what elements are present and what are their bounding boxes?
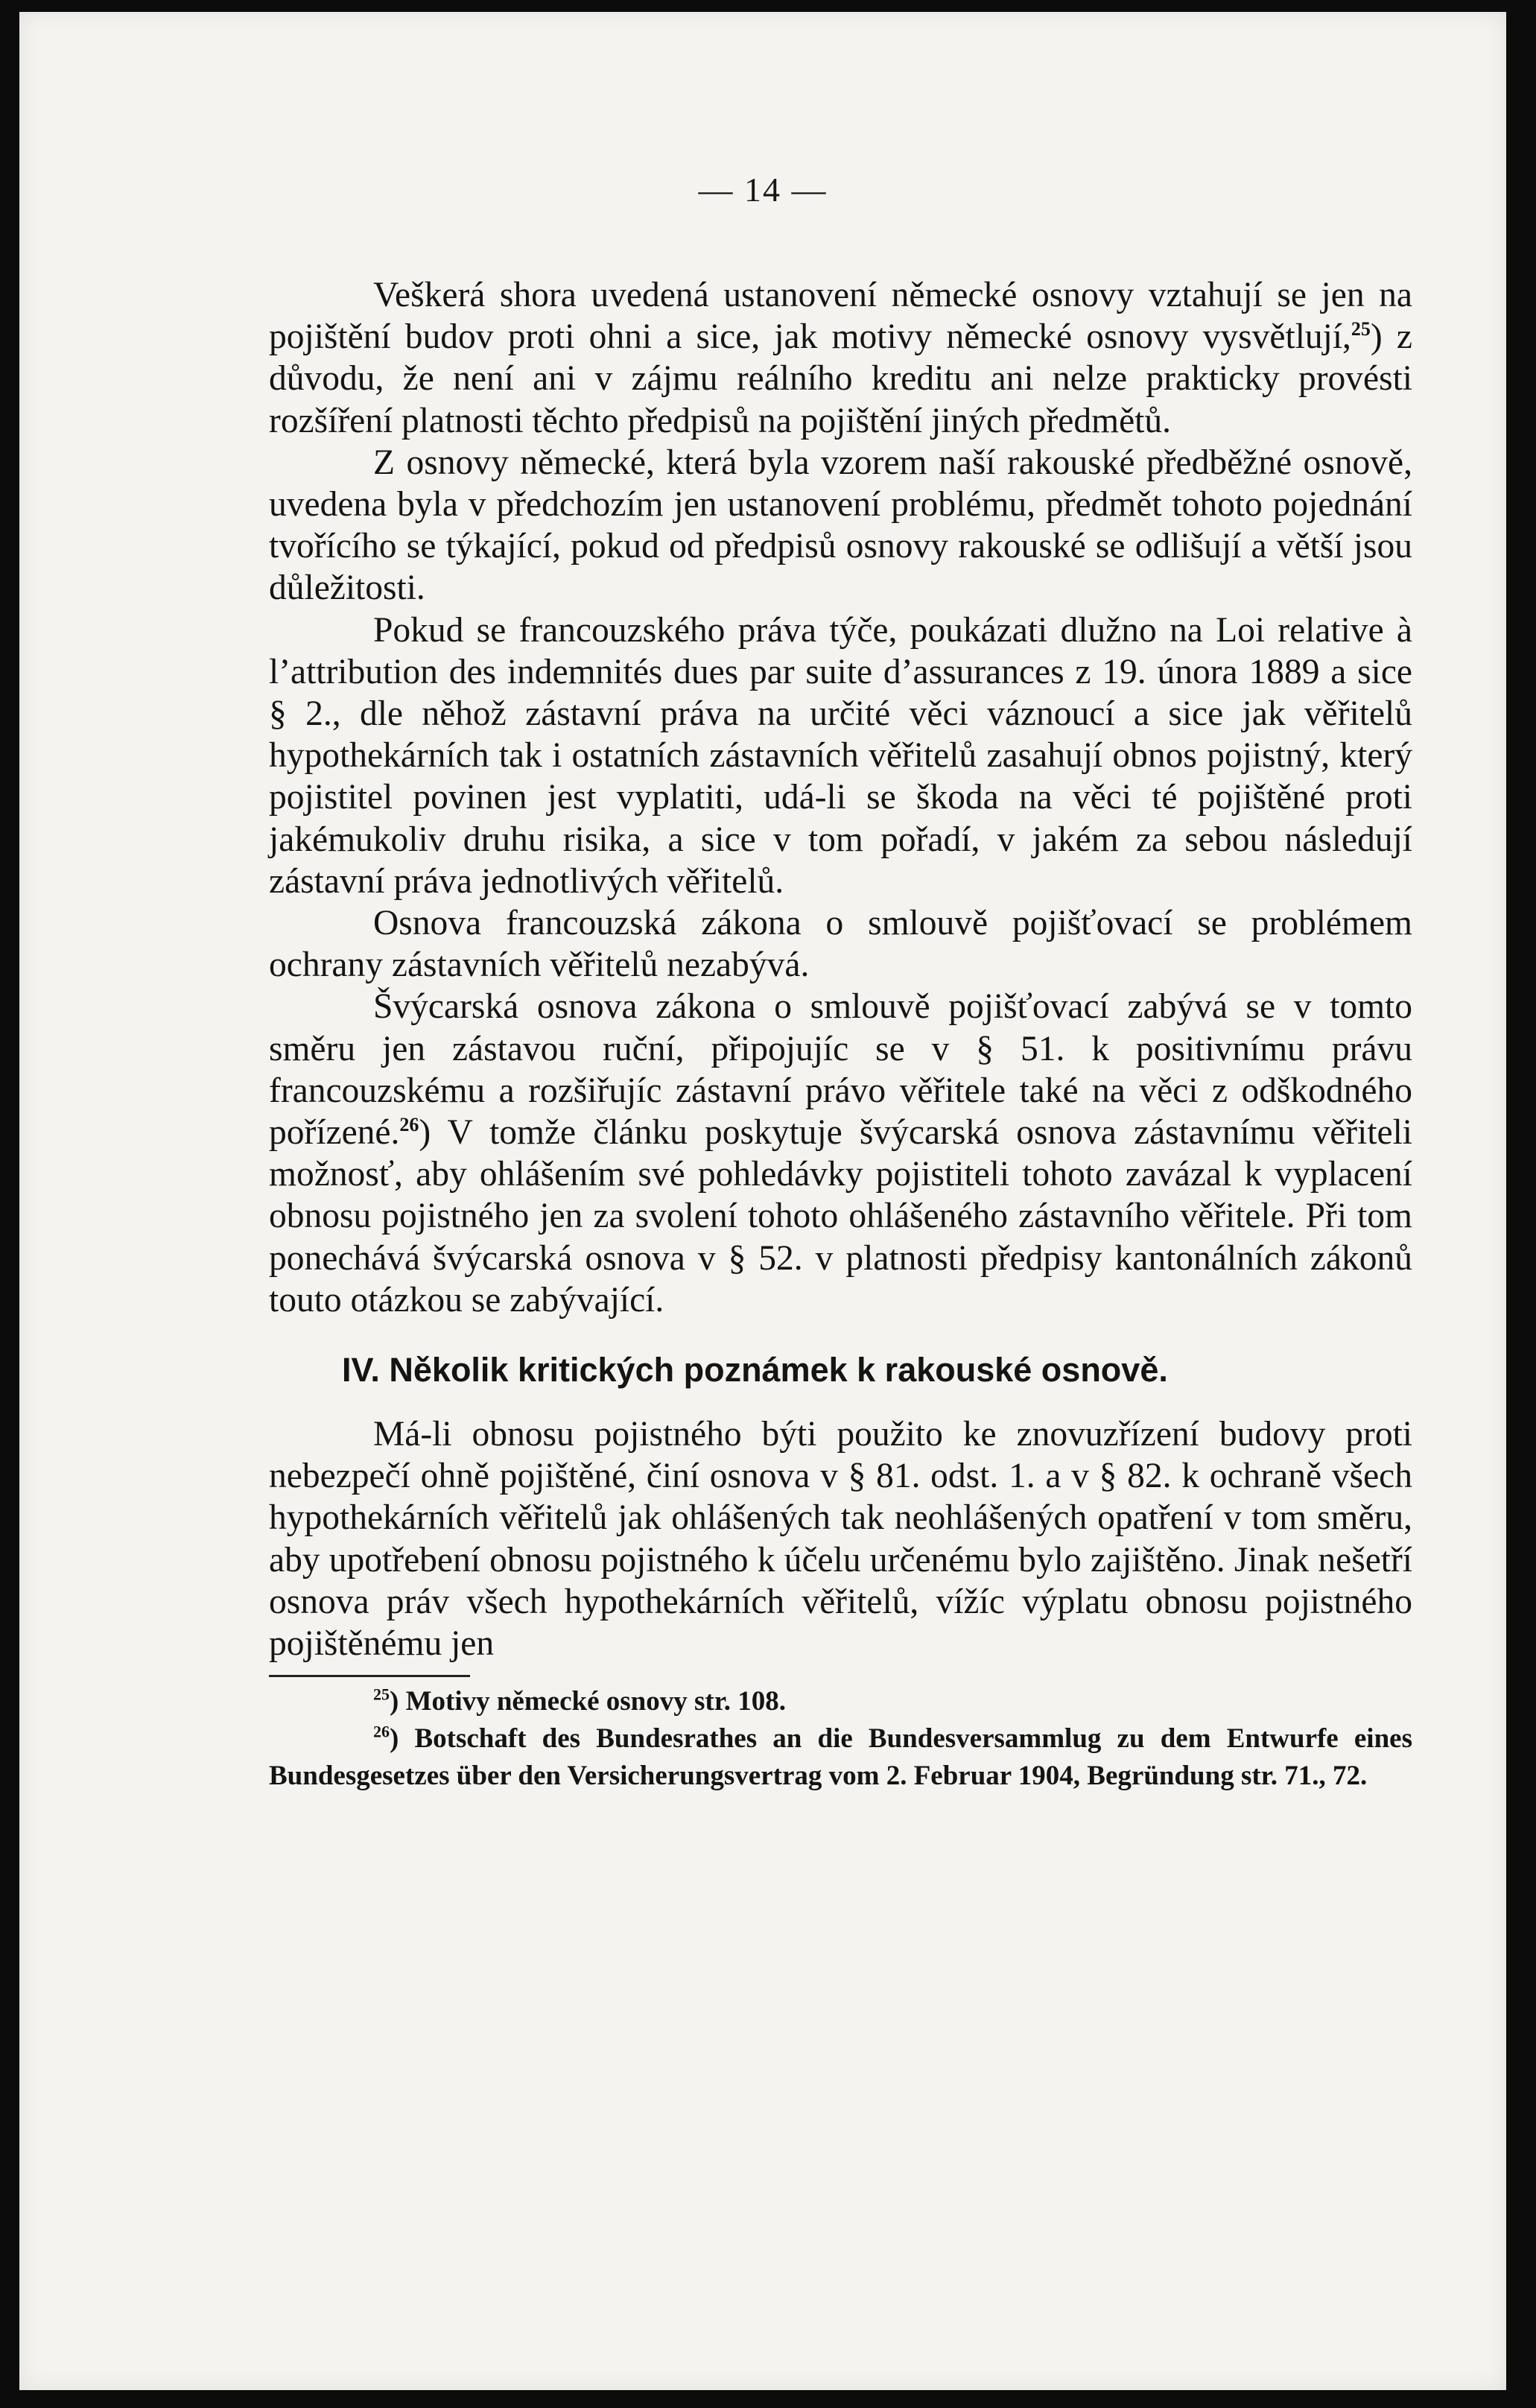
footnote-divider	[269, 1675, 470, 1677]
paragraph-6: Má-li obnosu pojistného býti použito ke znovuzřízení budovy proti nebezpečí ohně pojištěné, činí osnova v § 81. odst. 1. a v § 82. k ochraně všech hypothekárních věřitelů jak ohlášených tak neohlášených opatření v tom směru, aby upotřebení obnosu pojistného k účelu určenému bylo zajištěno. Jinak nešetří osnova práv všech hypothekárních věřitelů, vížíc výplatu obnosu pojistného pojištěnému jen	[269, 1415, 1412, 1664]
paragraph-1: Veškerá shora uvedená ustanovení německé osnovy vztahují se jen na pojištění budov proti ohni a sice, jak motivy německé osnovy vysvětlují,$^{25}$) z důvodu, že není ani v zájmu reálního kreditu ani nelze prakticky provésti rozšíření platnosti těchto předpisů na pojištění jiných předmětů.	[269, 276, 1412, 440]
section-heading: IV. Několik kritických poznámek k rakouské osnově.	[342, 1351, 1168, 1390]
paragraph-5: Švýcarská osnova zákona o smlouvě pojišťovací zabývá se v tomto směru jen zástavou ruční, připojujíc se v § 51. k positivnímu právu francouzskému a rozšiřujíc zástavní právo věřitele také na věci z odškodného pořízené.$^{26}$) V tomže článku poskytuje švýcarská osnova zástavnímu věřiteli možnosť, aby ohlášením své pohledávky pojistiteli tohoto zavázal k vyplacení obnosu pojistného jen za svolení tohoto ohlášeného zástavního věřitele. Při tom ponechává švýcarská osnova v § 52. v platnosti předpisy kantonálních zákonů touto otázkou se zabývající.	[269, 987, 1412, 1319]
paragraph-5-tail: V tomže článku poskytuje švýcarská osnova zástavnímu věřiteli možnosť, aby ohlášením své pohledávky pojistiteli tohoto zavázal k vyplacení obnosu pojistného jen za svolení tohoto ohlášeného zástavního věřitele. Při tom ponechává švýcarská osnova v § 52. v platnosti předpisy kantonálních zákonů touto otázkou se zabývající.	[269, 1113, 1412, 1319]
footnote-ref-25: 25	[1351, 318, 1371, 340]
footnote-25: $^{25}$) Motivy německé osnovy str. 108.	[373, 1685, 786, 1717]
footnote-ref-26: 26	[399, 1114, 419, 1136]
footnote-26-text: Botschaft des Bundesrathes an die Bundesversammlug zu dem Entwurfe eines Bundesgesetzes über den Versicherungsvertrag vom 2. Februar 1904, Begründung str. 71., 72.	[269, 1723, 1412, 1792]
footnote-mark-26: 26	[373, 1722, 390, 1741]
footnote-mark-25: 25	[373, 1685, 390, 1704]
paragraph-4: Osnova francouzská zákona o smlouvě pojišťovací se problémem ochrany zástavních věřitelů nezabývá.	[269, 904, 1412, 985]
page-number: — 14 —	[698, 171, 828, 209]
paragraph-5-text: Švýcarská osnova zákona o smlouvě pojišťovací zabývá se v tomto směru jen zástavou ruční, připojujíc se v § 51. k positivnímu právu francouzskému a rozšiřujíc zástavní právo věřitele také na věci z odškodného pořízené.	[269, 987, 1412, 1153]
paragraph-1-text: Veškerá shora uvedená ustanovení německé osnovy vztahují se jen na pojištění budov proti ohni a sice, jak motivy německé osnovy vysvětlují,	[269, 276, 1412, 357]
paragraph-1-tail: z důvodu, že není ani v zájmu reálního kreditu ani nelze prakticky provésti rozšíření platnosti těchto předpisů na pojištění jiných předmětů.	[269, 317, 1412, 440]
paragraph-3: Pokud se francouzského práva týče, poukázati dlužno na Loi relative à l’attribution des indemnités dues par suite d’assurances z 19. února 1889 a sice § 2., dle něhož zástavní práva na určité věci váznoucí a sice jak věřitelů hypothekárních tak i ostatních zástavních věřitelů zasahují obnos pojistný, který pojistitel povinen jest vyplatiti, udá-li se škoda na věci té pojištěné proti jakémukoliv druhu risika, a sice v tom pořadí, v jakém za sebou následují zástavní práva jednotlivých věřitelů.	[269, 610, 1412, 901]
footnote-26: $^{26}$) Botschaft des Bundesrathes an die Bundesversammlug zu dem Entwurfe eines Bundesgesetzes über den Versicherungsvertrag vom 2. Februar 1904, Begründung str. 71., 72.	[269, 1722, 1412, 1792]
footnote-25-text: Motivy německé osnovy str. 108.	[405, 1686, 786, 1717]
document-page	[19, 12, 1506, 2390]
paragraph-2: Z osnovy německé, která byla vzorem naší rakouské předběžné osnově, uvedena byla v předchozím jen ustanovení problému, předmět tohoto pojednání tvořícího se týkající, pokud od předpisů osnovy rakouské se odlišují a větší jsou důležitosti.	[269, 443, 1412, 608]
page-body	[269, 274, 1412, 1795]
